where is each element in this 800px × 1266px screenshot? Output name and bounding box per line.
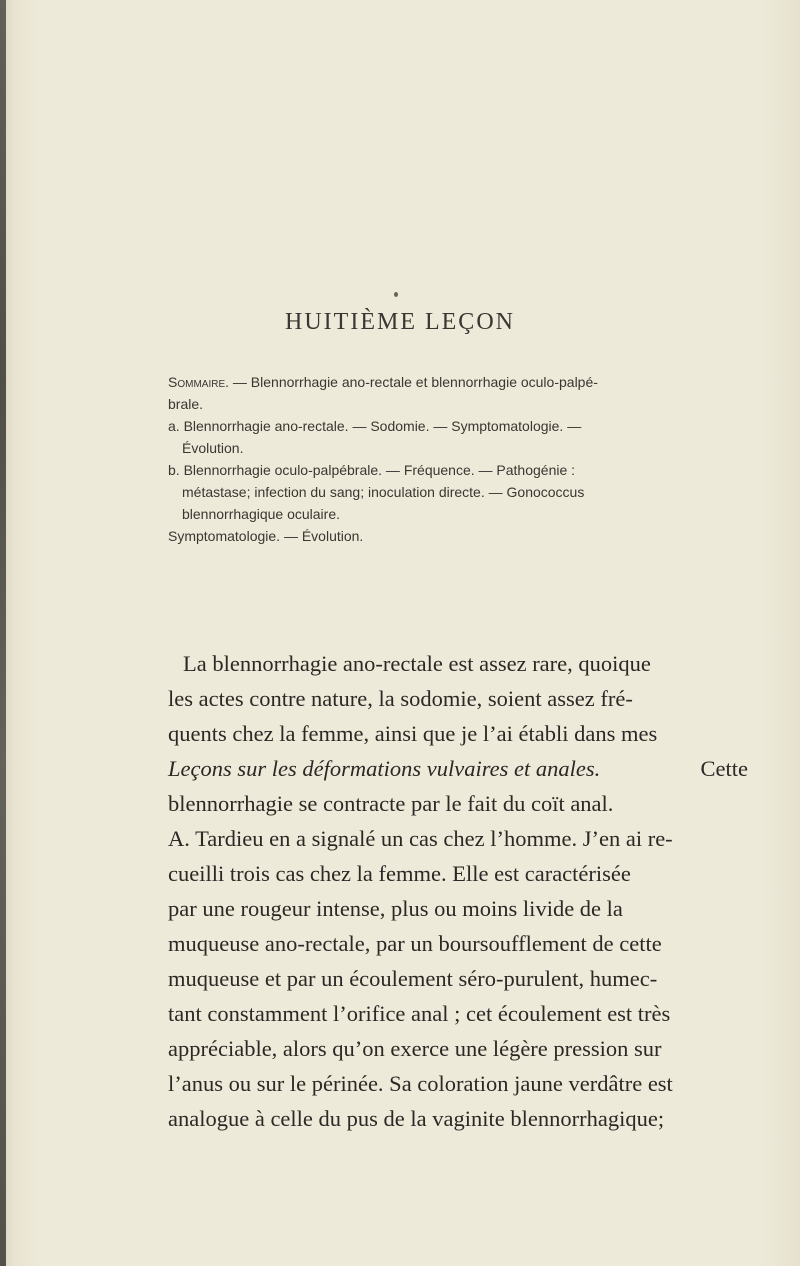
summary-line: brale. xyxy=(168,396,204,412)
body-line: quents chez la femme, ainsi que je l’ai établi dans mes xyxy=(168,721,658,746)
summary-line: a. Blennorrhagie ano-rectale. — Sodomie. — Symptomatologie. — xyxy=(168,418,582,434)
body-line: muqueuse et par un écoulement séro-purulent, humec- xyxy=(168,966,658,991)
summary-line: métastase; infection du sang; inoculation directe. — Gonococcus xyxy=(182,484,585,500)
body-line: A. Tardieu en a signalé un cas chez l’homme. J’en ai re- xyxy=(168,826,673,851)
book-title-reference: Leçons sur les déformations vulvaires et anales. xyxy=(168,756,601,781)
body-line: les actes contre nature, la sodomie, soient assez fré- xyxy=(168,686,633,711)
body-line: tant constamment l’orifice anal ; cet écoulement est très xyxy=(168,1001,671,1026)
book-spine-edge xyxy=(0,0,6,1266)
ink-dot xyxy=(394,292,398,297)
summary-line: Évolution. xyxy=(182,440,244,456)
body-text-fragment: Cette xyxy=(700,756,748,781)
body-line: blennorrhagie se contracte par le fait du coït anal. xyxy=(168,791,614,816)
lesson-heading: HUITIÈME LEÇON xyxy=(285,309,515,335)
summary-line: blennorrhagique oculaire. xyxy=(182,506,340,522)
body-line: l’anus ou sur le périnée. Sa coloration jaune verdâtre est xyxy=(168,1071,673,1096)
summary-line xyxy=(168,371,768,393)
body-line: par une rougeur intense, plus ou moins livide de la xyxy=(168,896,623,921)
summary-label: Sommaire. xyxy=(168,374,230,390)
body-paragraph xyxy=(168,646,748,1136)
summary-line: b. Blennorrhagie oculo-palpébrale. — Fréquence. — Pathogénie : xyxy=(168,462,576,478)
body-line: muqueuse ano-rectale, par un boursoufflement de cette xyxy=(168,931,662,956)
summary-line: Symptomatologie. — Évolution. xyxy=(168,528,364,544)
body-line: appréciable, alors qu’on exerce une légère pression sur xyxy=(168,1036,662,1061)
body-line: analogue à celle du pus de la vaginite blennorrhagique; xyxy=(168,1106,665,1131)
summary-text: — Blennorrhagie ano-rectale et blennorrhagie oculo-palpé- xyxy=(232,374,598,390)
body-line xyxy=(168,751,748,786)
body-line: La blennorrhagie ano-rectale est assez rare, quoique xyxy=(183,651,651,676)
summary-block xyxy=(168,371,768,547)
body-line: cueilli trois cas chez la femme. Elle est caractérisée xyxy=(168,861,631,886)
